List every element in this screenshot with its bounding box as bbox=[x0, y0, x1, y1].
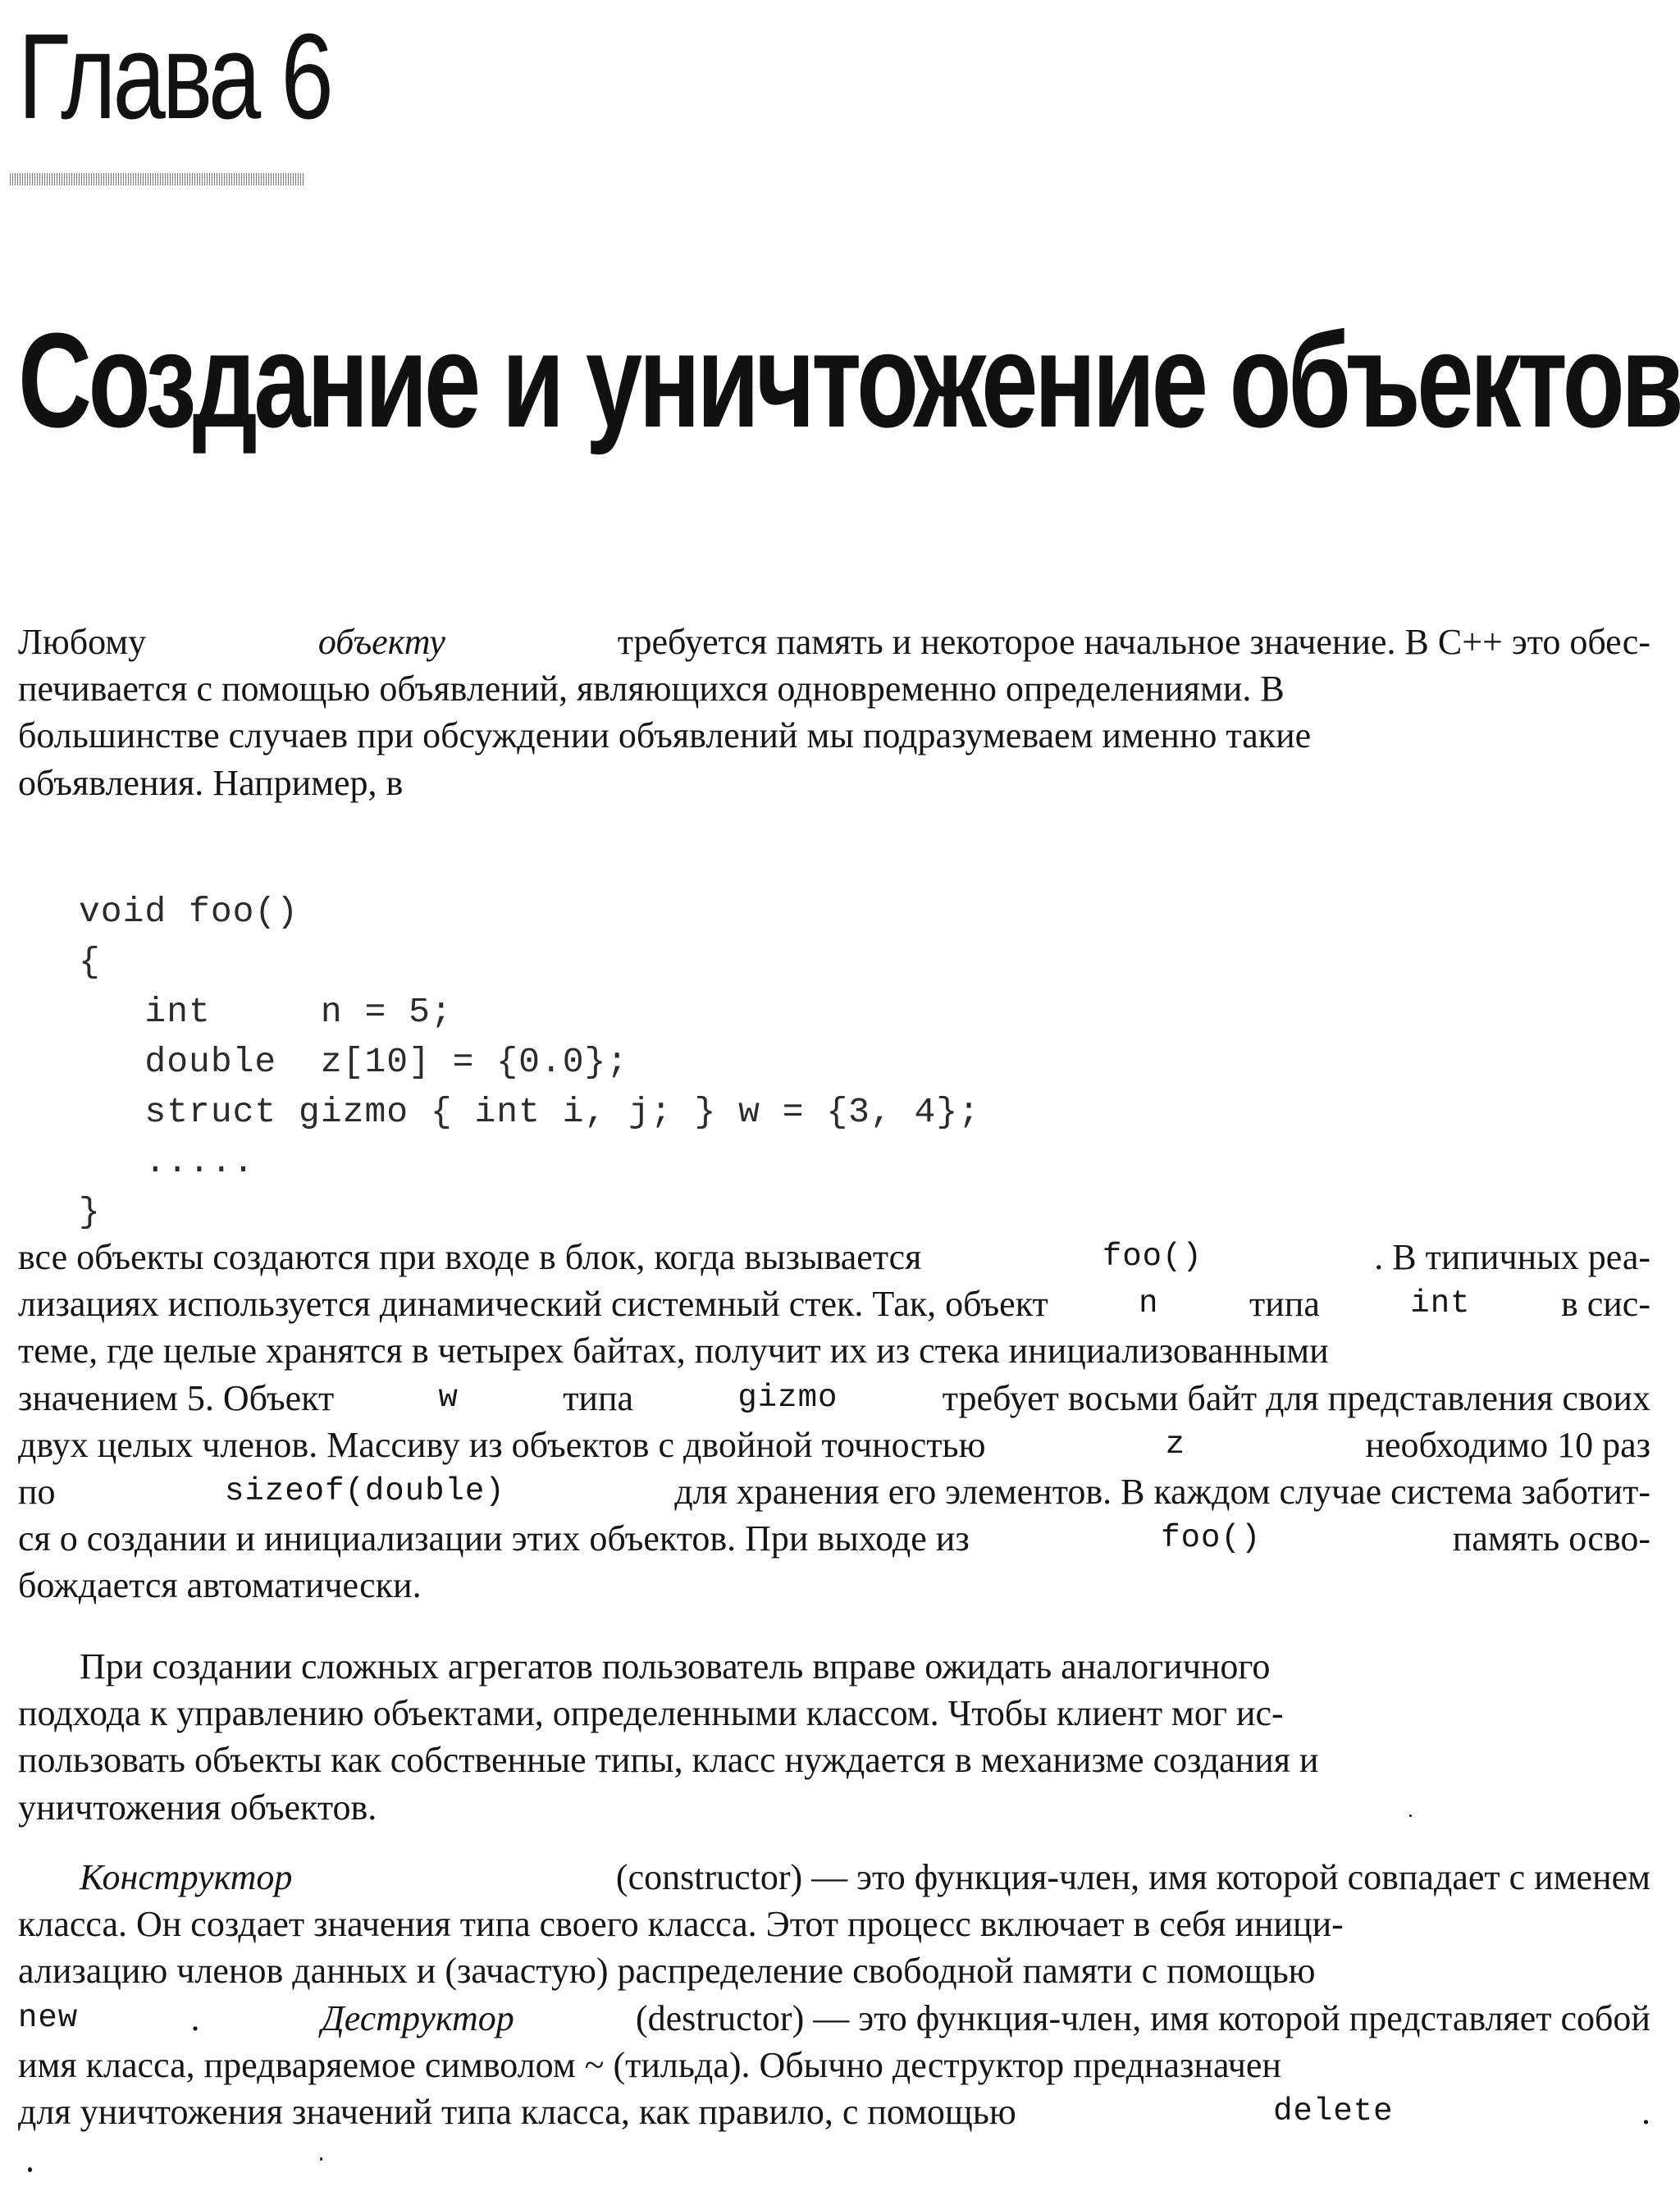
constructor-destructor-paragraph bbox=[18, 1854, 1650, 2135]
object-creation-line-1-text-a: все объекты создаются при входе в блок, когда вызывается bbox=[18, 1237, 931, 1277]
object-creation-line-4-text-a: значением 5. Объект bbox=[18, 1377, 344, 1418]
code-line-6: ..... bbox=[79, 1142, 255, 1182]
constructor-line-5 bbox=[18, 2042, 1650, 2088]
constructor-line-3 bbox=[18, 1947, 1650, 1994]
object-creation-line-5-text-a: двух целых членов. Массиву из объектов с двойной точностью bbox=[18, 1424, 995, 1465]
intro-line-1-text-b: требуется память и некоторое начальное значение. В С++ это обес- bbox=[608, 622, 1650, 662]
object-creation-line-2-text-c: в сис- bbox=[1551, 1284, 1650, 1325]
delete-keyword-code: delete bbox=[1273, 2093, 1394, 2129]
destructor-term: Деструктор bbox=[321, 1997, 514, 2038]
aggregate-line-1-text: При создании сложных агрегатов пользователь вправе ожидать аналогичного bbox=[80, 1646, 1271, 1687]
sizeof-double-code: sizeof(double) bbox=[225, 1472, 505, 1509]
chapter-title: Создание и уничтожение объектов bbox=[18, 304, 1680, 455]
object-creation-line-5 bbox=[18, 1422, 1650, 1468]
intro-line-1 bbox=[18, 619, 1650, 665]
intro-line-4: объявления. Например, в bbox=[18, 762, 404, 803]
object-creation-line-2-text-a: лизациях используется динамический системный стек. Так, объект bbox=[18, 1284, 1057, 1325]
aggregate-line-3 bbox=[18, 1737, 1650, 1783]
aggregate-line-2-text: подхода к управлению объектами, определенными классом. Чтобы клиент мог ис- bbox=[18, 1693, 1284, 1734]
constructor-line-6-text-b: . bbox=[1641, 2091, 1650, 2132]
scan-speck bbox=[320, 2157, 322, 2161]
object-creation-line-7-text-b: память осво- bbox=[1443, 1518, 1650, 1559]
new-keyword-code: new bbox=[18, 1999, 79, 2036]
variable-z-code: z bbox=[1165, 1426, 1186, 1463]
object-creation-line-3-text: теме, где целые хранятся в четырех байтах, получит их из стека инициализованными bbox=[18, 1331, 1329, 1372]
code-line-1: void foo() bbox=[79, 892, 299, 932]
code-line-4: double z[10] = {0.0}; bbox=[79, 1042, 629, 1082]
object-creation-paragraph bbox=[18, 1234, 1650, 1609]
object-creation-line-6 bbox=[18, 1468, 1650, 1515]
aggregate-paragraph bbox=[18, 1643, 1650, 1831]
object-creation-line-2 bbox=[18, 1280, 1650, 1327]
object-creation-line-3 bbox=[18, 1327, 1650, 1374]
aggregate-line-1 bbox=[18, 1643, 1650, 1690]
foo-call-code: foo() bbox=[1102, 1239, 1203, 1275]
intro-line-1-text-a: Любому bbox=[18, 622, 156, 662]
chapter-heading-rule bbox=[10, 173, 305, 185]
constructor-line-5-text: имя класса, предваряемое символом ~ (тильда). Обычно деструктор предназначен bbox=[18, 2044, 1281, 2085]
object-creation-line-4-text-c: требует восьми байт для представления своих bbox=[933, 1377, 1650, 1418]
constructor-term: Конструктор bbox=[80, 1857, 293, 1897]
constructor-line-1-text: (constructor) — это функция-член, имя которой совпадает с именем bbox=[606, 1857, 1650, 1897]
constructor-line-4 bbox=[18, 1995, 1650, 2042]
foo-exit-code: foo() bbox=[1161, 1520, 1262, 1557]
aggregate-line-3-text: пользовать объекты как собственные типы, класс нуждается в механизме создания и bbox=[18, 1740, 1319, 1781]
object-creation-line-8: бождается автоматически. bbox=[18, 1565, 422, 1606]
constructor-line-2 bbox=[18, 1901, 1650, 1947]
intro-paragraph bbox=[18, 619, 1650, 806]
object-creation-line-4-text-b: типа bbox=[554, 1377, 643, 1418]
constructor-line-4-text: (destructor) — это функция-член, имя которой представляет собой bbox=[627, 1997, 1650, 2038]
constructor-line-1 bbox=[18, 1854, 1650, 1901]
constructor-line-6 bbox=[18, 2088, 1650, 2135]
constructor-line-3-text: ализацию членов данных и (зачастую) распределение свободной памяти с помощью bbox=[18, 1951, 1316, 1992]
code-line-5: struct gizmo { int i, j; } w = {3, 4}; bbox=[79, 1092, 980, 1132]
object-creation-line-7-text-a: ся о создании и инициализации этих объектов. При выходе из bbox=[18, 1518, 979, 1559]
object-creation-line-4 bbox=[18, 1375, 1650, 1422]
gizmo-type-code: gizmo bbox=[737, 1379, 838, 1416]
object-creation-line-1-text-b: . В типичных реа- bbox=[1374, 1237, 1650, 1277]
code-line-7: } bbox=[79, 1192, 101, 1232]
code-line-2: { bbox=[79, 942, 101, 982]
code-example bbox=[79, 887, 980, 1237]
object-creation-line-1 bbox=[18, 1234, 1650, 1280]
variable-w-code: w bbox=[438, 1379, 459, 1416]
code-line-3: int n = 5; bbox=[79, 992, 453, 1032]
constructor-line-2-text: класса. Он создает значения типа своего класса. Этот процесс включает в себя иници- bbox=[18, 1904, 1344, 1945]
intro-line-3-text: большинстве случаев при обсуждении объявлений мы подразумеваем именно такие bbox=[18, 715, 1312, 756]
object-creation-line-5-text-b: необходимо 10 раз bbox=[1356, 1424, 1650, 1465]
intro-line-2 bbox=[18, 665, 1650, 712]
object-creation-line-2-text-b: типа bbox=[1240, 1284, 1329, 1325]
constructor-line-4-separator: . bbox=[190, 1997, 209, 2038]
intro-line-3 bbox=[18, 712, 1650, 759]
object-creation-line-6-text-a: по bbox=[18, 1471, 65, 1512]
variable-n-code: n bbox=[1139, 1285, 1159, 1322]
aggregate-line-2 bbox=[18, 1690, 1650, 1737]
int-type-code: int bbox=[1410, 1285, 1471, 1322]
aggregate-line-4: уничтожения объектов. bbox=[18, 1787, 377, 1828]
constructor-line-6-text-a: для уничтожения значений типа класса, как правило, с помощью bbox=[18, 2091, 1025, 2132]
object-creation-line-6-text-b: для хранения его элементов. В каждом случае система заботит- bbox=[665, 1471, 1650, 1512]
intro-emphasis-object: объекту bbox=[317, 622, 445, 662]
scan-speck bbox=[28, 2167, 32, 2172]
intro-line-2-text: печивается с помощью объявлений, являющихся одновременно определениями. В bbox=[18, 669, 1285, 710]
chapter-label: Глава 6 bbox=[18, 9, 331, 144]
object-creation-line-7 bbox=[18, 1515, 1650, 1562]
